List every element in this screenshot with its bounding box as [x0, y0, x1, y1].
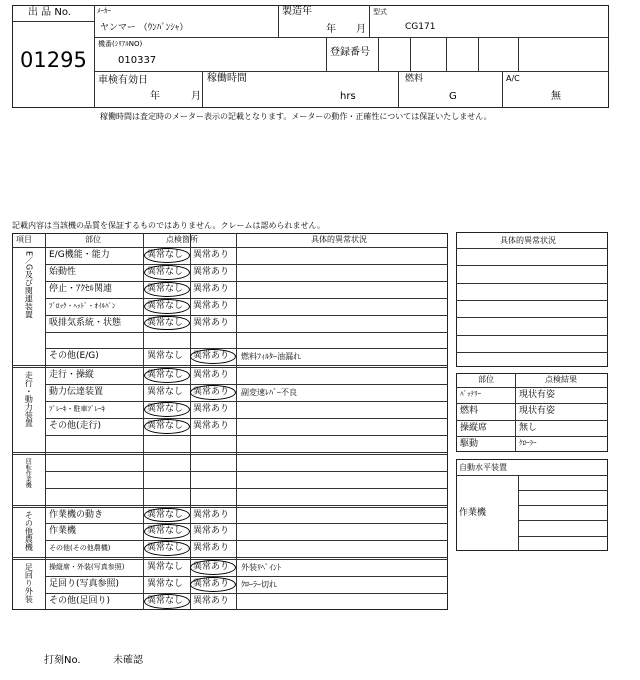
hours-unit: hrs [340, 91, 356, 102]
row-detail: 副変速ﾚﾊﾞｰ不良 [241, 388, 297, 398]
year-unit: 年 [326, 24, 336, 35]
group-label: その他農機 [24, 510, 34, 551]
normal-option[interactable]: 異常なし [147, 300, 184, 311]
row-part: その他(E/G) [49, 351, 99, 362]
table-header-check: 点検箇所 [166, 235, 198, 244]
abnormal-option[interactable]: 異常あり [193, 317, 230, 328]
normal-option[interactable]: 異常なし [147, 596, 184, 606]
table-header-detail: 具体的異常状況 [311, 235, 367, 244]
selection-circle [144, 299, 190, 314]
row-part: 足回り(写真参照) [49, 579, 120, 590]
row-part: その他(足回り) [49, 596, 111, 606]
group-label: 回転作業機 [24, 457, 32, 488]
normal-option[interactable]: 異常なし [147, 283, 184, 294]
registration-label: 登録番号 [330, 47, 370, 58]
parts-header-result: 点検結果 [545, 375, 577, 384]
abnormal-option[interactable]: 異常あり [193, 543, 230, 554]
row-detail: ｸﾛｰﾗｰ切れ [241, 580, 277, 590]
abnormal-option[interactable]: 異常あり [193, 351, 230, 362]
group-label: E／G及び関連装置 [24, 251, 34, 319]
row-part: ﾌﾞﾚｰｷ・駐車ﾌﾞﾚｰｷ [49, 405, 105, 414]
ac-value: 無 [551, 91, 561, 102]
hours-notice: 稼働時間は査定時のメーター表示の記載となります。メーターの動作・正確性については保証いたしません。 [100, 112, 492, 121]
normal-option[interactable]: 異常なし [147, 387, 184, 398]
normal-option[interactable]: 異常なし [147, 562, 184, 573]
parts-header-part: 部位 [478, 375, 494, 384]
quality-notice: 記載内容は当該機の品質を保証するものではありません。クレームは認められません。 [12, 221, 325, 230]
maker-value: ヤンマー （ｳﾝﾊﾟﾝｼｬ） [100, 23, 189, 33]
selection-circle [144, 402, 190, 417]
selection-circle [190, 385, 236, 400]
parts-row-result: 現状有姿 [519, 390, 556, 400]
abnormal-option[interactable]: 異常あり [193, 526, 230, 537]
abnormal-option[interactable]: 異常あり [193, 562, 230, 573]
parts-row-part: 駆動 [460, 438, 479, 449]
parts-row-part: ﾊﾞｯﾃﾘｰ [460, 390, 481, 398]
parts-row-part: 燃料 [460, 406, 479, 417]
row-part: ﾌﾞﾛｯｸ・ﾍｯﾄﾞ・ｵｲﾙﾊﾟﾝ [49, 301, 116, 310]
row-part: 始動性 [49, 266, 77, 277]
table-header-item: 項目 [16, 235, 32, 244]
leveler-label: 自動水平装置 [459, 463, 507, 472]
lot-number: 01295 [20, 48, 87, 72]
implement-label: 作業機 [459, 508, 487, 518]
selection-circle [190, 560, 236, 575]
model-label: 型式 [373, 8, 387, 16]
normal-option[interactable]: 異常なし [147, 404, 184, 415]
table-header-part: 部位 [85, 235, 101, 244]
header-box [12, 5, 609, 108]
selection-circle [190, 577, 236, 592]
lot-label: 出 品 No. [28, 7, 71, 18]
normal-option[interactable]: 異常なし [147, 250, 184, 260]
row-part: E/G機能・能力 [49, 250, 110, 260]
row-part: 作業機 [49, 526, 77, 537]
abnormal-option[interactable]: 異常あり [193, 596, 230, 606]
row-part: 停止・ｱｸｾﾙ関連 [49, 283, 113, 294]
selection-circle [144, 594, 190, 609]
fuel-label: 燃料 [405, 74, 424, 84]
normal-option[interactable]: 異常なし [147, 317, 184, 328]
model-value: CG171 [405, 22, 436, 32]
group-label: 足回り外装 [24, 563, 34, 604]
abnormal-option[interactable]: 異常あり [193, 370, 230, 381]
hours-label: 稼働時間 [207, 73, 247, 84]
parts-row-result: ｸﾛｰﾗｰ [519, 438, 537, 447]
row-detail: 外装ﾘﾍﾟｲﾝﾄ [241, 563, 281, 573]
stamp-value: 未確認 [113, 655, 143, 666]
group-label: 走行・動力装置 [24, 371, 34, 428]
row-part: 作業機の動き [49, 509, 104, 520]
stamp-label: 打刻No. [44, 655, 81, 666]
abnormal-option[interactable]: 異常あり [193, 509, 230, 520]
normal-option[interactable]: 異常なし [147, 421, 184, 431]
abnormal-option[interactable]: 異常あり [193, 250, 230, 260]
row-part: その他(その他農機) [49, 544, 111, 553]
selection-circle [144, 282, 190, 297]
row-part: 走行・操縦 [49, 370, 95, 381]
inspection-month: 月 [191, 91, 201, 102]
abnormal-option[interactable]: 異常あり [193, 421, 230, 431]
month-unit: 月 [356, 24, 366, 35]
row-part: その他(走行) [49, 421, 102, 431]
normal-option[interactable]: 異常なし [147, 266, 184, 277]
inspection-label: 車検有効日 [98, 75, 148, 86]
normal-option[interactable]: 異常なし [147, 543, 184, 554]
selection-circle [144, 248, 190, 263]
normal-option[interactable]: 異常なし [147, 526, 184, 537]
normal-option[interactable]: 異常なし [147, 351, 184, 362]
parts-row-result: 現状有姿 [519, 406, 556, 417]
inspection-year: 年 [150, 91, 160, 102]
year-label: 製造年 [282, 6, 312, 17]
normal-option[interactable]: 異常なし [147, 370, 184, 381]
fuel-value: G [449, 91, 457, 102]
serial-label: 機番(ｼﾘｱﾙNO) [98, 40, 143, 48]
parts-row-part: 操縦席 [460, 422, 488, 433]
ac-label: A/C [506, 74, 520, 83]
selection-circle [144, 419, 190, 434]
normal-option[interactable]: 異常なし [147, 509, 184, 520]
parts-row-result: 無し [519, 422, 538, 433]
maker-label: ﾒｰｶｰ [97, 7, 111, 15]
serial-value: 010337 [118, 55, 157, 66]
row-part: 動力伝達装置 [49, 387, 104, 398]
abnormal-option[interactable]: 異常あり [193, 404, 230, 415]
abnormal-option[interactable]: 異常あり [193, 579, 230, 590]
selection-circle [144, 265, 190, 280]
right-detail-header: 具体的異常状況 [500, 236, 556, 245]
row-part: 吸排気系統・状態 [49, 317, 122, 328]
abnormal-option[interactable]: 異常あり [193, 300, 230, 311]
abnormal-option[interactable]: 異常あり [193, 387, 230, 398]
row-detail: 燃料ﾌｨﾙﾀｰ油漏れ [241, 352, 301, 362]
normal-option[interactable]: 異常なし [147, 579, 184, 590]
abnormal-option[interactable]: 異常あり [193, 283, 230, 294]
row-part: 操縦席・外装(写真参照) [49, 563, 125, 572]
abnormal-option[interactable]: 異常あり [193, 266, 230, 277]
